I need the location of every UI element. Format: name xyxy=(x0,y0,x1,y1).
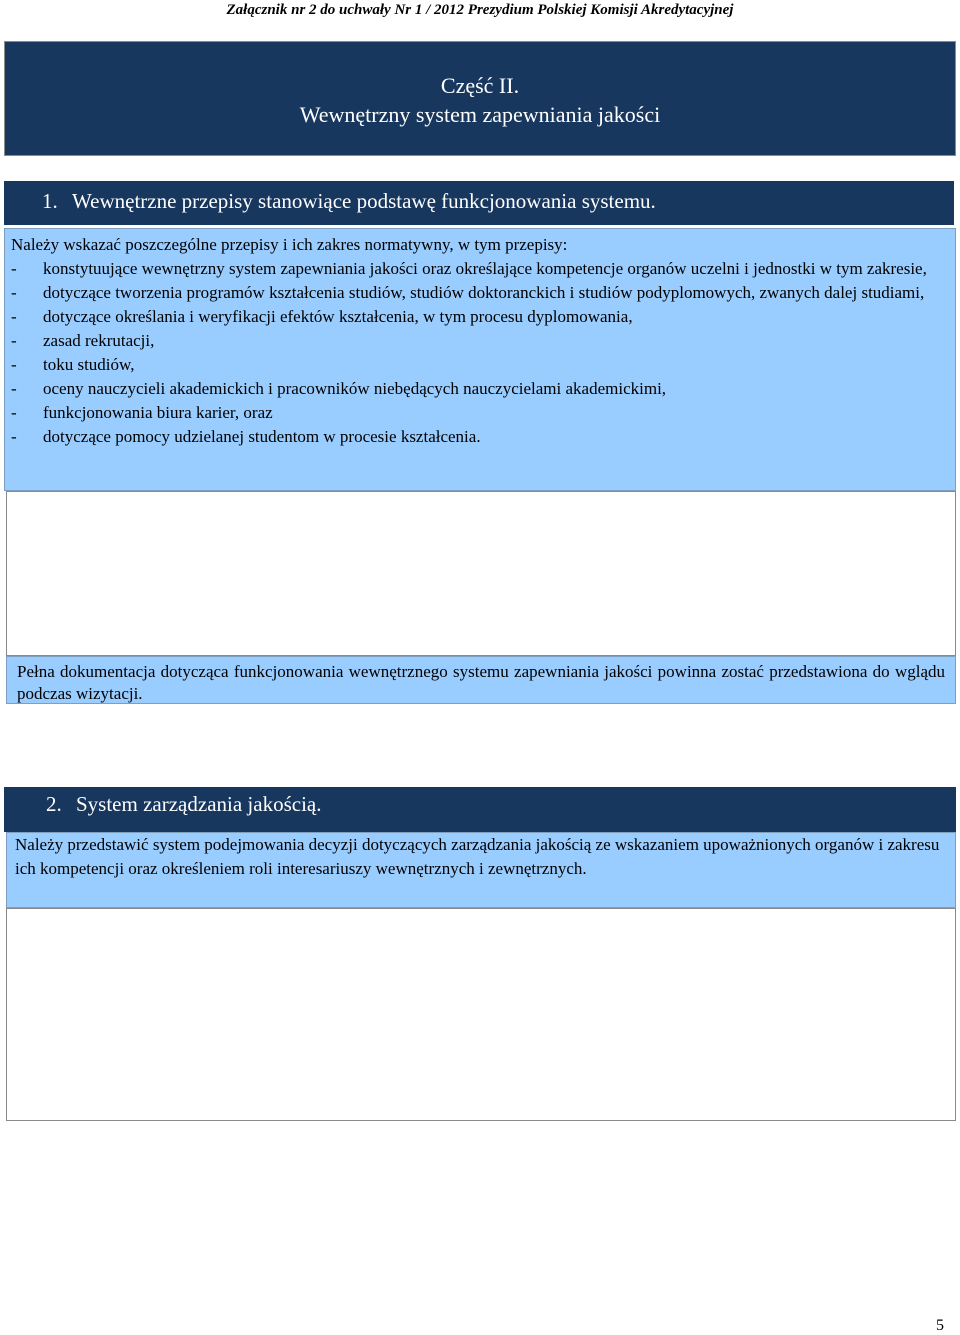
section-2-heading-bar xyxy=(4,787,956,832)
list-item-text: dotyczące określania i weryfikacji efektów kształcenia, w tym procesu dyplomowania, xyxy=(43,307,633,326)
bullet-dash: - xyxy=(11,355,17,374)
bullet-dash: - xyxy=(11,283,17,302)
list-item xyxy=(11,257,949,281)
regulation-list xyxy=(11,257,949,449)
section-1-documentation-note: Pełna dokumentacja dotycząca funkcjonowania wewnętrznego systemu zapewniania jakości powinna zostać przedstawiona do wglądu podczas wizytacji. xyxy=(6,656,956,704)
section-1-heading: Wewnętrzne przepisy stanowiące podstawę funkcjonowania systemu. xyxy=(72,189,656,213)
section-1-answer-field[interactable] xyxy=(6,491,956,656)
list-item xyxy=(11,377,949,401)
list-item xyxy=(11,281,949,305)
list-item-text: dotyczące tworzenia programów kształcenia studiów, studiów doktoranckich i studiów podyplomowych, zwanych dalej studiami, xyxy=(43,283,925,302)
document-header-note: Załącznik nr 2 do uchwały Nr 1 / 2012 Prezydium Polskiej Komisji Akredytacyjnej xyxy=(226,2,734,18)
bullet-dash: - xyxy=(11,259,17,278)
bullet-dash: - xyxy=(11,379,17,398)
list-item-text: zasad rekrutacji, xyxy=(43,331,155,350)
section-1-instructions xyxy=(4,228,956,491)
bullet-dash: - xyxy=(11,403,17,422)
part-title-banner xyxy=(4,41,956,156)
part-number-title: Część II. xyxy=(440,73,520,98)
section-1-heading-bar xyxy=(4,181,954,225)
list-item xyxy=(11,425,949,449)
list-item xyxy=(11,329,949,353)
list-item xyxy=(11,305,949,329)
section-1-intro: Należy wskazać poszczególne przepisy i ich zakres normatywny, w tym przepisy: xyxy=(11,235,568,254)
section-2-instructions: Należy przedstawić system podejmowania decyzji dotyczących zarządzania jakością ze wskazaniem upoważnionych organów i zakresu ich kompetencji oraz określeniem roli interesariuszy wewnętrznych i zewnętrznych. xyxy=(6,832,956,908)
section-2-number: 2. xyxy=(46,792,62,816)
list-item xyxy=(11,401,949,425)
page-number: 5 xyxy=(936,1317,944,1334)
list-item-text: dotyczące pomocy udzielanej studentom w procesie kształcenia. xyxy=(43,427,481,446)
section-1-number: 1. xyxy=(42,189,58,213)
section-2-answer-field[interactable] xyxy=(6,908,956,1121)
list-item-text: konstytuujące wewnętrzny system zapewniania jakości oraz określające kompetencje organów uczelni i jednostki w tym zakresie, xyxy=(43,259,927,278)
list-item-text: toku studiów, xyxy=(43,355,135,374)
section-2-heading: System zarządzania jakością. xyxy=(76,792,322,816)
bullet-dash: - xyxy=(11,331,17,350)
list-item-text: oceny nauczycieli akademickich i pracowników niebędących nauczycielami akademickimi, xyxy=(43,379,667,398)
list-item xyxy=(11,353,949,377)
list-item-text: funkcjonowania biura karier, oraz xyxy=(43,403,273,422)
bullet-dash: - xyxy=(11,427,17,446)
part-name-title: Wewnętrzny system zapewniania jakości xyxy=(299,102,661,127)
bullet-dash: - xyxy=(11,307,17,326)
